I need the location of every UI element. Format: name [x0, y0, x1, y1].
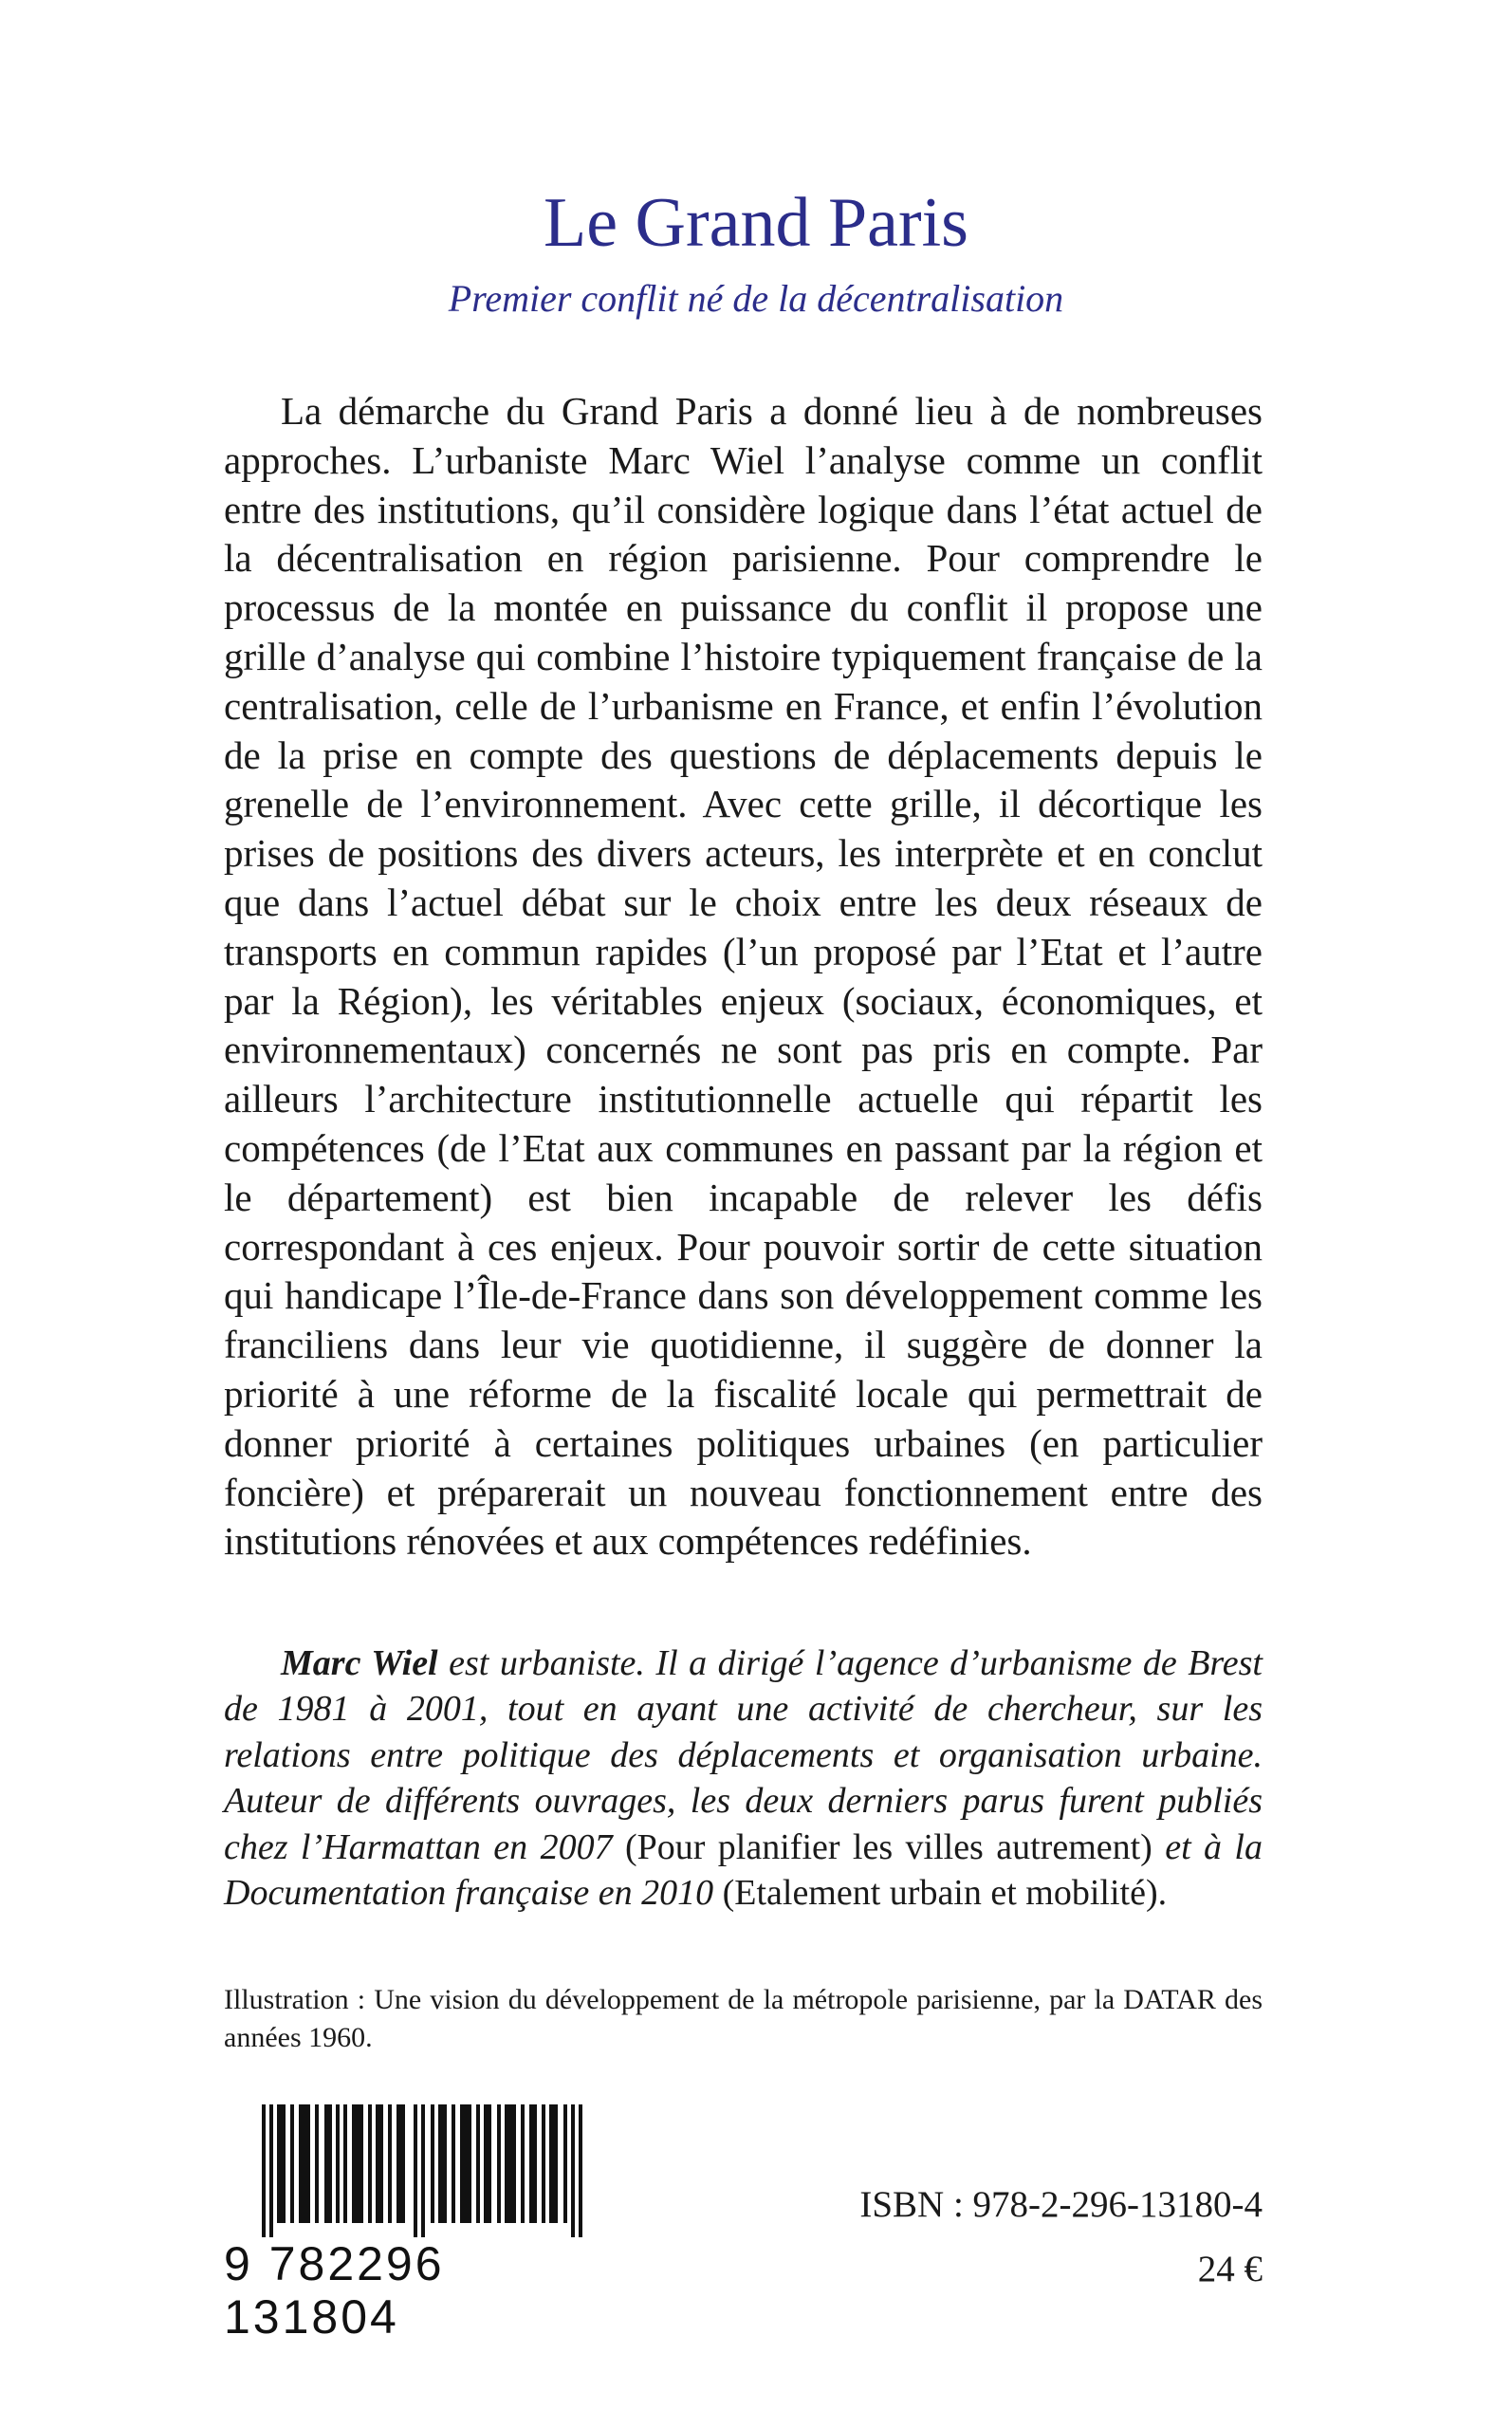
barcode-bar [388, 2104, 392, 2223]
book-subtitle: Premier conflit né de la décentralisation [448, 277, 1064, 320]
barcode-bar [414, 2104, 417, 2237]
barcode-bar [336, 2104, 340, 2223]
barcode-bar [452, 2104, 455, 2223]
barcode-digits: 9 782296 131804 [224, 2237, 445, 2344]
barcode-bar [438, 2104, 447, 2223]
barcode-bar [352, 2104, 363, 2223]
author-book-title-1: (Pour planifier les villes autrement) [624, 1826, 1152, 1867]
barcode-bar [324, 2104, 332, 2223]
author-book-title-2: (Etalement urbain et mobilité) [722, 1873, 1158, 1914]
book-title: Le Grand Paris [544, 184, 968, 262]
barcode-bar [290, 2104, 294, 2223]
barcode-bar [396, 2104, 405, 2223]
barcode-bar [563, 2104, 567, 2223]
barcode-bar [497, 2104, 501, 2223]
barcode-bar [505, 2104, 516, 2223]
barcode-bar [579, 2104, 582, 2237]
barcode-bar [484, 2104, 491, 2223]
barcode-bar [299, 2104, 310, 2223]
barcode-bar [277, 2104, 286, 2223]
barcode-bar [542, 2104, 545, 2223]
isbn: ISBN : 978-2-296-13180-4 [859, 2184, 1263, 2225]
barcode [224, 2104, 632, 2237]
barcode-bar [529, 2104, 537, 2223]
barcode-bar [343, 2104, 347, 2223]
barcode-bar [421, 2104, 425, 2237]
illustration-credit: Illustration : Une vision du développement de la métropole parisienne, par la DATAR des années 1960. [224, 1984, 1263, 2053]
barcode-bar [571, 2104, 575, 2237]
barcode-bar [476, 2104, 480, 2223]
book-summary: La démarche du Grand Paris a donné lieu à de nombreuses approches. L’urbaniste Marc Wiel l’analyse comme un conflit entre des institutions, qu’il considère logique dans l’état actuel de la décentralisation en région parisienne. Pour comprendre le processus de la montée en puissance du conflit il propose une grille d’analyse qui combine l’histoire typiquement française de la centralisation, celle de l’urbanisme en France, et enfin l’évolution de la prise en compte des questions de déplacements depuis le grenelle de l’environnement. Avec cette grille, il décortique les prises de positions des divers acteurs, les interprète et en conclut que dans l’actuel débat sur le choix entre les deux réseaux de transports en commun rapides (l’un proposé par l’Etat et l’autre par la Région), les véritables enjeux (sociaux, économiques, et environnementaux) concernés ne sont pas pris en compte. Par ailleurs l’architecture institutionnelle actuelle qui répartit les compétences (de l’Etat aux communes en passant par la région et le département) est bien incapable de relever les défis correspondant à ces enjeux. Pour pouvoir sortir de cette situation qui handicape l’Île-de-France dans son développement comme les franciliens dans leur vie quotidienne, il suggère de donner la priorité à une réforme de la fiscalité locale qui permettrait de donner priorité à certaines politiques urbaines (en particulier foncière) et préparerait un nouveau fonctionnement entre des institutions rénovées et aux compétences redéfinies. [224, 389, 1263, 1564]
barcode-bar [376, 2104, 383, 2223]
author-bio-text-2: et à la Documentation française en 2010 [224, 1826, 1263, 1914]
barcode-bar [262, 2104, 266, 2237]
barcode-bar [460, 2104, 471, 2223]
author-bio-end: . [1157, 1873, 1168, 1914]
barcode-bar [269, 2104, 273, 2237]
author-name: Marc Wiel [281, 1643, 438, 1683]
barcode-bar [431, 2104, 434, 2223]
barcode-bar [549, 2104, 558, 2223]
author-bio [224, 1640, 1263, 1916]
price: 24 € [1197, 2249, 1263, 2289]
author-bio-text-1: est urbaniste. Il a dirigé l’agence d’urbanisme de Brest de 1981 à 2001, tout en ayant une activité de chercheur, sur les relations entre politique des déplacements et organisation urbaine. Auteur de différents ouvrages, les deux derniers parus furent publiés chez l’Harmattan en 2007 [224, 1643, 1263, 1867]
barcode-bar [368, 2104, 372, 2223]
barcode-bar [315, 2104, 319, 2223]
barcode-bar [521, 2104, 525, 2223]
